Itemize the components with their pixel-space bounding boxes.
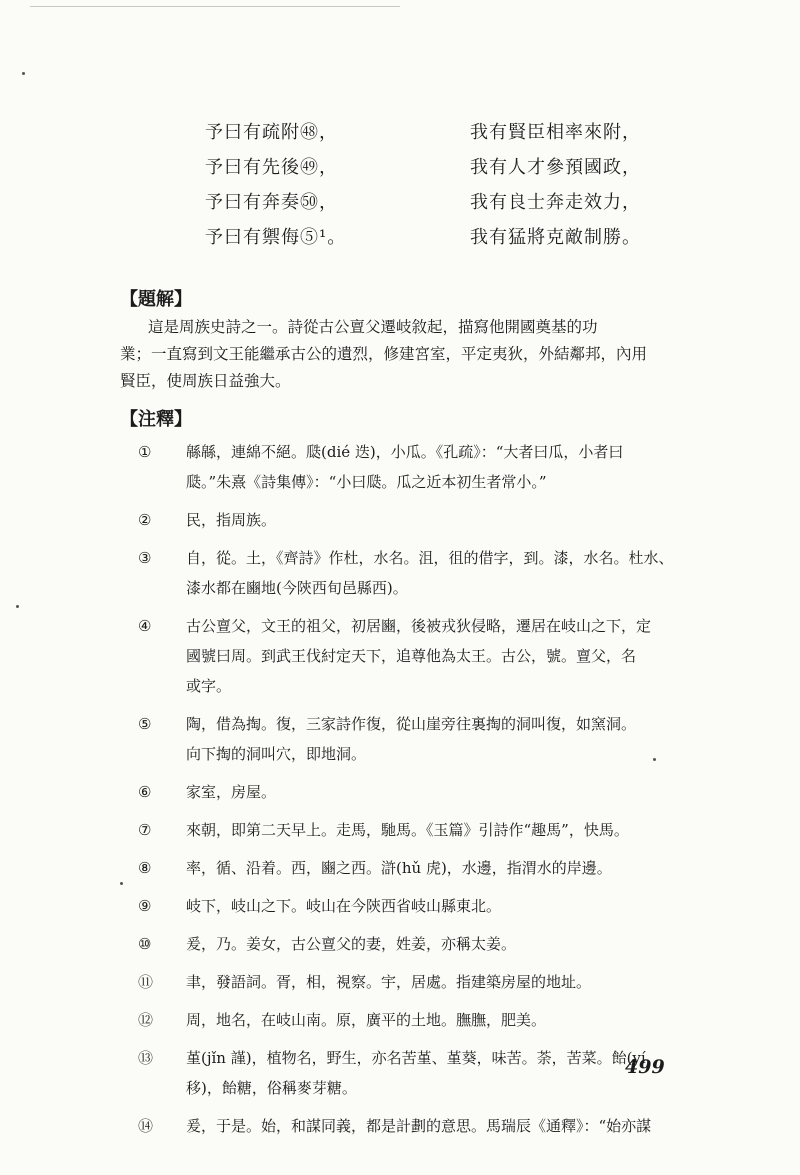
note-line: 爰，于是。始，和謀同義，都是計劃的意思。馬瑞辰《通釋》：“始亦謀 — [186, 1117, 652, 1135]
note-item — [120, 611, 680, 701]
verse-block — [205, 113, 641, 253]
note-line: 向下掏的洞叫穴，即地洞。 — [186, 745, 367, 763]
note-line: 自，從。土，《齊詩》作杜，水名。沮，徂的借字，到。漆，水名。杜水、 — [186, 549, 674, 567]
stray-mark — [22, 72, 25, 75]
note-line: 移)，飴糖，俗稱麥芽糖。 — [186, 1079, 357, 1097]
paragraph-line: 業；一直寫到文王能繼承古公的遺烈，修建宮室，平定夷狄，外結鄰邦，內用 — [120, 345, 648, 363]
note-item — [120, 437, 680, 497]
verse-line — [205, 183, 641, 218]
note-line: 堇(jǐn 謹)，植物名，野生，亦名苦堇、堇葵，味苦。荼，苦菜。飴(yí — [186, 1049, 646, 1067]
verse-original: 予曰有先後㊾， — [205, 156, 338, 178]
paragraph-line: 這是周族史詩之一。詩從古公亶父遷岐敘起，描寫他開國奠基的功 — [148, 318, 598, 336]
note-item — [120, 1111, 680, 1141]
heading-text: 【注釋】 — [120, 409, 192, 430]
note-number: ③ — [138, 549, 152, 567]
verse-translation: 我有人才參預國政， — [470, 156, 641, 178]
verse-line — [205, 113, 641, 148]
note-number: ⑪ — [138, 973, 154, 991]
note-item — [120, 777, 680, 807]
note-number: ④ — [138, 617, 152, 635]
note-number: ⑧ — [138, 859, 152, 877]
note-item — [120, 815, 680, 845]
note-item — [120, 505, 680, 535]
stray-mark — [16, 605, 19, 608]
heading-text: 【題解】 — [120, 289, 192, 310]
section-heading-tijie — [120, 285, 192, 311]
note-number: ⑩ — [138, 935, 152, 953]
paragraph-line: 賢臣，使周族日益強大。 — [120, 372, 291, 390]
note-line: 瓞。”朱熹《詩集傳》：“小曰瓞。瓜之近本初生者常小。” — [186, 473, 547, 491]
note-line: 率，循、沿着。西，豳之西。滸(hǔ 虎)，水邊，指渭水的岸邊。 — [186, 859, 612, 877]
note-item — [120, 1005, 680, 1035]
verse-translation: 我有猛將克敵制勝。 — [470, 226, 641, 248]
note-number: ⑨ — [138, 897, 152, 915]
note-line: 國號曰周。到武王伐紂定天下，追尊他為太王。古公，號。亶父，名 — [186, 647, 637, 665]
note-item — [120, 543, 680, 603]
verse-original: 予曰有疏附㊽， — [205, 121, 338, 143]
note-number: ① — [138, 443, 152, 461]
notes-list — [120, 437, 680, 1149]
note-item — [120, 709, 680, 769]
verse-translation: 我有良士奔走效力， — [470, 191, 641, 213]
note-line: 來朝，即第二天早上。走馬，馳馬。《玉篇》引詩作“趣馬”，快馬。 — [186, 821, 629, 839]
note-number: ⑭ — [138, 1117, 154, 1135]
note-number: ⑦ — [138, 821, 152, 839]
note-line: 民，指周族。 — [186, 511, 277, 529]
note-line: 陶，借為掏。復，三家詩作復，從山崖旁往裏掏的洞叫復，如窯洞。 — [186, 715, 637, 733]
note-number: ② — [138, 511, 152, 529]
note-line: 爰，乃。姜女，古公亶父的妻，姓姜，亦稱太姜。 — [186, 935, 517, 953]
note-line: 周，地名，在岐山南。原，廣平的土地。膴膴，肥美。 — [186, 1011, 547, 1029]
note-line: 或字。 — [186, 677, 232, 695]
note-number: ⑫ — [138, 1011, 154, 1029]
note-number: ⑤ — [138, 715, 152, 733]
note-item — [120, 853, 680, 883]
verse-translation: 我有賢臣相率來附， — [470, 121, 641, 143]
note-line: 古公亶父，文王的祖父，初居豳，後被戎狄侵略，遷居在岐山之下，定 — [186, 617, 652, 635]
note-number: ⑥ — [138, 783, 152, 801]
note-item — [120, 891, 680, 921]
verse-original: 予曰有奔奏㊿， — [205, 191, 338, 213]
note-line: 聿，發語詞。胥，相，視察。宇，居處。指建築房屋的地址。 — [186, 973, 592, 991]
section-heading-zhushi — [120, 405, 192, 431]
verse-line — [205, 218, 641, 253]
page-number: 499 — [625, 1056, 665, 1078]
tijie-paragraph — [120, 314, 665, 395]
note-item — [120, 967, 680, 997]
note-item — [120, 1043, 680, 1103]
note-line: 岐下，岐山之下。岐山在今陝西省岐山縣東北。 — [186, 897, 502, 915]
note-line: 漆水都在豳地(今陝西旬邑縣西)。 — [186, 579, 408, 597]
top-rule — [30, 6, 400, 7]
note-item — [120, 929, 680, 959]
verse-line — [205, 148, 641, 183]
note-line: 緜緜，連綿不絕。瓞(dié 迭)，小瓜。《孔疏》：“大者曰瓜，小者曰 — [186, 443, 624, 461]
verse-original: 予曰有禦侮⑤¹。 — [205, 226, 347, 248]
note-number: ⑬ — [138, 1049, 154, 1067]
note-line: 家室，房屋。 — [186, 783, 277, 801]
